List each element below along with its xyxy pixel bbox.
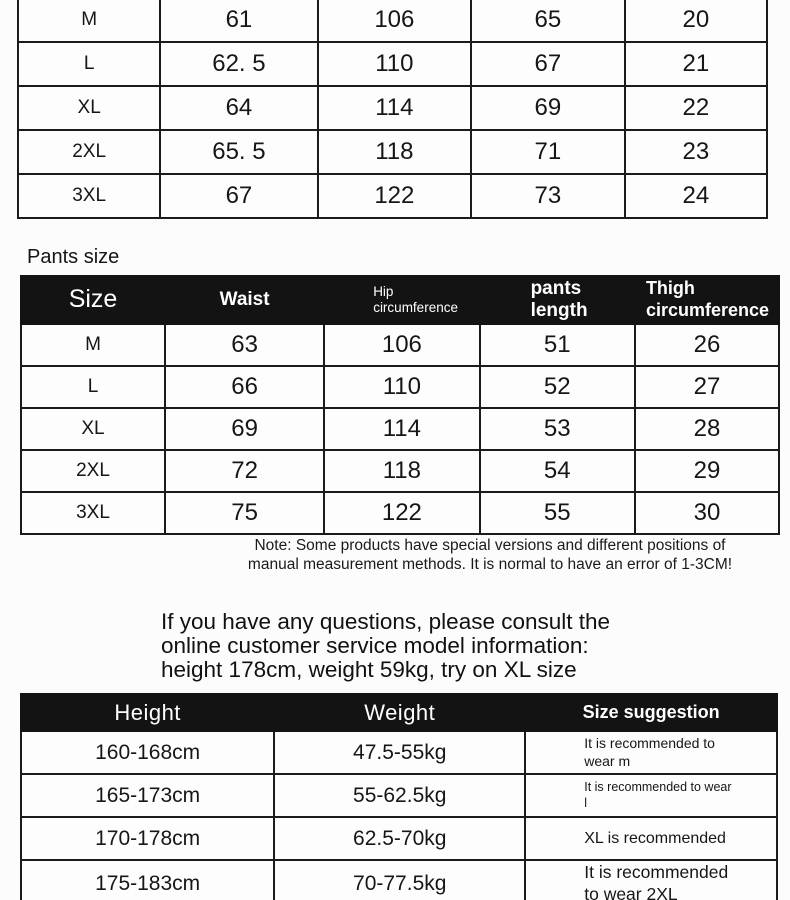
- table-row: [18, 130, 767, 174]
- header-size-suggestion: Size suggestion: [525, 694, 777, 731]
- table-row: [21, 492, 779, 534]
- size-cell: 2XL: [18, 130, 160, 174]
- weight-cell: 55-62.5kg: [274, 774, 525, 817]
- value-cell: 55: [480, 492, 635, 534]
- height-cell: 170-178cm: [21, 817, 274, 860]
- value-cell: 27: [635, 366, 779, 408]
- size-cell: 2XL: [21, 450, 165, 492]
- note-line: Note: Some products have special versions and different positions of: [254, 537, 726, 554]
- suggestion-cell: [525, 860, 777, 900]
- table-row: [21, 817, 777, 860]
- value-cell: 30: [635, 492, 779, 534]
- table-row: [21, 324, 779, 366]
- value-cell: 26: [635, 324, 779, 366]
- value-cell: 67: [471, 42, 625, 86]
- weight-cell: 70-77.5kg: [274, 860, 525, 900]
- consult-line: If you have any questions, please consult the: [161, 609, 611, 634]
- size-cell: XL: [21, 408, 165, 450]
- size-suggestion-table: [20, 693, 778, 900]
- header-hip-circumference: Hip circumference: [324, 276, 479, 324]
- suggestion-line: It is recommended to: [584, 735, 715, 751]
- value-cell: 20: [625, 0, 767, 42]
- value-cell: 122: [318, 174, 472, 218]
- table-row: [21, 366, 779, 408]
- header-row: [21, 276, 779, 324]
- value-cell: 24: [625, 174, 767, 218]
- value-cell: 64: [160, 86, 317, 130]
- table-row: [18, 174, 767, 218]
- suggestion-line: XL is recommended: [584, 829, 726, 847]
- suggestion-line: wear m: [584, 752, 631, 769]
- note-line: manual measurement methods. It is normal to have an error of 1-3CM!: [247, 555, 733, 573]
- value-cell: 52: [480, 366, 635, 408]
- table-row: [21, 860, 777, 900]
- value-cell: 23: [625, 130, 767, 174]
- consult-line: online customer service model information:: [161, 633, 589, 658]
- value-cell: 72: [165, 450, 324, 492]
- table-row: [18, 0, 767, 42]
- value-cell: 53: [480, 408, 635, 450]
- table-row: [21, 450, 779, 492]
- value-cell: 114: [324, 408, 479, 450]
- height-cell: 175-183cm: [21, 860, 274, 900]
- header-size: Size: [21, 276, 165, 324]
- header-thigh-circumference: Thigh circumference: [635, 276, 779, 324]
- value-cell: 28: [635, 408, 779, 450]
- consult-line: height 178cm, weight 59kg, try on XL size: [161, 657, 577, 682]
- suggestion-cell: [525, 774, 777, 817]
- table-row: [18, 42, 767, 86]
- value-cell: 69: [471, 86, 625, 130]
- weight-cell: 62.5-70kg: [274, 817, 525, 860]
- pants-size-heading: Pants size: [27, 246, 120, 268]
- value-cell: 66: [165, 366, 324, 408]
- value-cell: 22: [625, 86, 767, 130]
- value-cell: 114: [318, 86, 472, 130]
- value-cell: 63: [165, 324, 324, 366]
- consult-text: [161, 610, 610, 682]
- table-row: [21, 731, 777, 774]
- value-cell: 71: [471, 130, 625, 174]
- value-cell: 106: [318, 0, 472, 42]
- suggestion-line: It is recommended to wear: [584, 779, 732, 794]
- value-cell: 29: [635, 450, 779, 492]
- pants-size-table: [20, 275, 780, 535]
- weight-cell: 47.5-55kg: [274, 731, 525, 774]
- value-cell: 110: [324, 366, 479, 408]
- size-cell: 3XL: [21, 492, 165, 534]
- value-cell: 75: [165, 492, 324, 534]
- size-cell: M: [21, 324, 165, 366]
- value-cell: 62. 5: [160, 42, 317, 86]
- suggestion-cell: [525, 731, 777, 774]
- suggestion-line: l: [584, 795, 588, 810]
- suggestion-cell: [525, 817, 777, 860]
- header-pants-length: pants length: [480, 276, 635, 324]
- size-cell: XL: [18, 86, 160, 130]
- value-cell: 51: [480, 324, 635, 366]
- header-height: Height: [21, 694, 274, 731]
- value-cell: 67: [160, 174, 317, 218]
- value-cell: 110: [318, 42, 472, 86]
- suggestion-line: It is recommended: [584, 862, 729, 882]
- header-row: [21, 694, 777, 731]
- value-cell: 54: [480, 450, 635, 492]
- header-waist: Waist: [165, 276, 324, 324]
- value-cell: 106: [324, 324, 479, 366]
- value-cell: 61: [160, 0, 317, 42]
- tops-size-table: [17, 0, 768, 219]
- size-cell: M: [18, 0, 160, 42]
- value-cell: 69: [165, 408, 324, 450]
- size-cell: L: [18, 42, 160, 86]
- value-cell: 118: [324, 450, 479, 492]
- value-cell: 65: [471, 0, 625, 42]
- value-cell: 21: [625, 42, 767, 86]
- table-row: [18, 86, 767, 130]
- height-cell: 165-173cm: [21, 774, 274, 817]
- measurement-note: [190, 537, 790, 574]
- table-row: [21, 408, 779, 450]
- suggestion-line: to wear 2XL: [584, 883, 678, 900]
- height-cell: 160-168cm: [21, 731, 274, 774]
- size-cell: 3XL: [18, 174, 160, 218]
- header-weight: Weight: [274, 694, 525, 731]
- value-cell: 118: [318, 130, 472, 174]
- value-cell: 122: [324, 492, 479, 534]
- value-cell: 73: [471, 174, 625, 218]
- size-cell: L: [21, 366, 165, 408]
- value-cell: 65. 5: [160, 130, 317, 174]
- table-row: [21, 774, 777, 817]
